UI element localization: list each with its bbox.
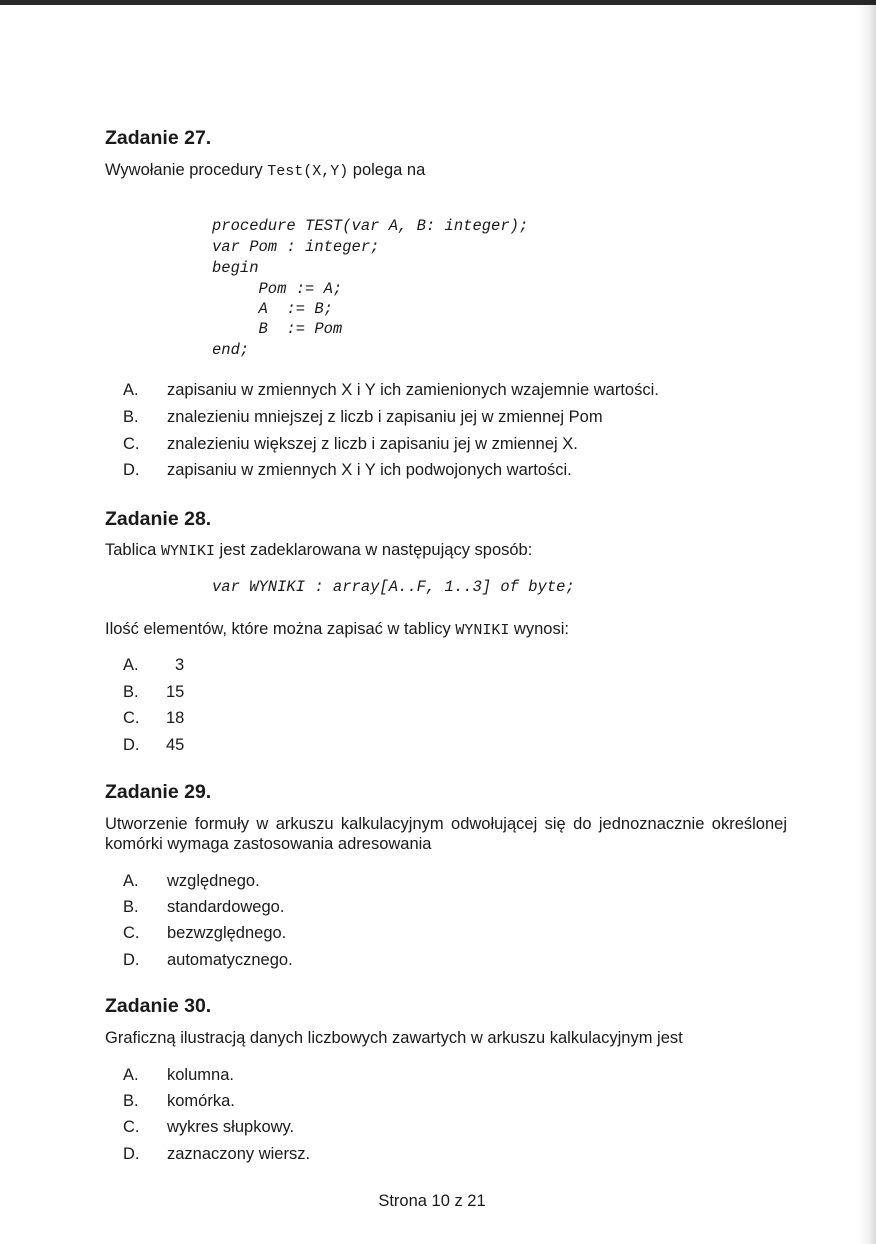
option-text: 45 xyxy=(166,736,185,754)
option-letter: D. xyxy=(123,736,140,754)
task-28-intro xyxy=(105,540,787,562)
code-line: begin xyxy=(212,259,259,277)
option-text: 3 xyxy=(175,656,185,674)
task-30-intro: Graficzną ilustracją danych liczbowych zawartych w arkuszu kalkulacyjnym jest xyxy=(105,1029,683,1047)
task-27-intro-text-end: polega na xyxy=(348,161,426,179)
option-text: 18 xyxy=(166,709,185,727)
task-28-intro-code: WYNIKI xyxy=(160,543,215,560)
task-28-question-code: WYNIKI xyxy=(455,622,510,639)
task-27-intro xyxy=(105,160,787,182)
code-line: end; xyxy=(212,341,250,359)
option-letter: B. xyxy=(123,683,139,701)
option-letter: B. xyxy=(123,898,139,916)
task-28-question-text-end: wynosi: xyxy=(509,620,569,638)
option-text: znalezieniu większej z liczb i zapisaniu jej w zmiennej X. xyxy=(167,435,578,453)
option-text: automatycznego. xyxy=(167,951,293,969)
code-line: procedure TEST(var A, B: integer); xyxy=(212,217,529,235)
option-text: 15 xyxy=(166,683,185,701)
option-text: bezwzględnego. xyxy=(167,924,287,942)
option-letter: C. xyxy=(123,1118,140,1136)
task-27-intro-code: Test(X,Y) xyxy=(267,163,349,180)
option-letter: B. xyxy=(123,1092,139,1110)
option-text: standardowego. xyxy=(167,898,285,916)
option-letter: B. xyxy=(123,408,139,426)
task-28-code-line: var WYNIKI : array[A..F, 1..3] of byte; xyxy=(212,578,575,596)
task-28-intro-text: Tablica xyxy=(105,541,161,559)
option-text: znalezieniu mniejszej z liczb i zapisaniu jej w zmiennej Pom xyxy=(167,408,603,426)
task-29-intro: Utworzenie formuły w arkuszu kalkulacyjnym odwołującej się do jednoznacznie określonej komórki wymaga zastosowania adresowania xyxy=(105,815,787,853)
option-text: komórka. xyxy=(167,1092,235,1110)
option-letter: A. xyxy=(123,1066,139,1084)
code-line: var Pom : integer; xyxy=(212,238,380,256)
option-text: zaznaczony wiersz. xyxy=(167,1145,311,1163)
task-27-title: Zadanie 27. xyxy=(105,127,212,149)
code-line: Pom := A; xyxy=(212,280,343,298)
option-letter: D. xyxy=(123,461,140,479)
page-number: Strona 10 z 21 xyxy=(378,1192,486,1210)
task-28-question xyxy=(105,619,787,641)
task-27-intro-text: Wywołanie procedury xyxy=(105,161,268,179)
option-text: wykres słupkowy. xyxy=(167,1118,295,1136)
option-letter: A. xyxy=(123,381,139,399)
option-letter: D. xyxy=(123,1145,140,1163)
task-28-title: Zadanie 28. xyxy=(105,508,212,530)
option-letter: A. xyxy=(123,872,139,890)
option-text: zapisaniu w zmiennych X i Y ich podwojonych wartości. xyxy=(167,461,572,479)
option-text: względnego. xyxy=(167,872,260,890)
option-text: kolumna. xyxy=(167,1066,234,1084)
task-28-question-text: Ilość elementów, które można zapisać w tablicy xyxy=(105,620,456,638)
option-text: zapisaniu w zmiennych X i Y ich zamienionych wzajemnie wartości. xyxy=(167,381,659,399)
option-letter: D. xyxy=(123,951,140,969)
task-28-intro-text-end: jest zadeklarowana w następujący sposób: xyxy=(214,541,533,559)
code-line: B := Pom xyxy=(212,320,343,338)
task-29-title: Zadanie 29. xyxy=(105,781,212,803)
code-line: A := B; xyxy=(212,300,333,318)
option-letter: C. xyxy=(123,709,140,727)
task-30-title: Zadanie 30. xyxy=(105,995,212,1017)
option-letter: C. xyxy=(123,924,140,942)
option-letter: C. xyxy=(123,435,140,453)
option-letter: A. xyxy=(123,656,139,674)
